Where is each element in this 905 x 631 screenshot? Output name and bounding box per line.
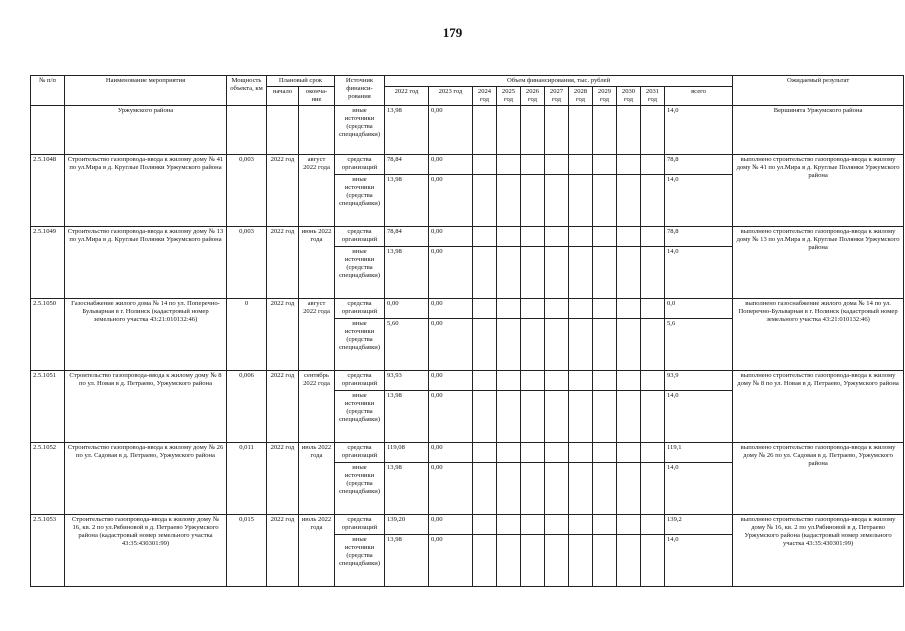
empty-cell [545,535,569,587]
empty-cell [473,319,497,371]
row-2023-organizations: 0,00 [429,155,473,175]
empty-cell [521,535,545,587]
empty-cell [617,391,641,443]
row-2023-other: 0,00 [429,391,473,443]
row-start: 2022 год [267,227,299,299]
row-2023-other: 0,00 [429,535,473,587]
empty-cell [617,227,641,247]
empty-cell [617,247,641,299]
empty-cell [641,155,665,175]
row-total-organizations: 139,2 [665,515,733,535]
row-total-organizations: 78,8 [665,155,733,175]
empty-cell [473,175,497,227]
empty-cell [569,247,593,299]
empty-cell [521,247,545,299]
empty-cell [593,463,617,515]
row-source-organizations: средства организаций [335,299,385,319]
row-start: 2022 год [267,515,299,587]
row-source: иные источники (средства спецнадбавки) [335,106,385,155]
empty-cell [593,155,617,175]
row-2022-other: 13,98 [385,247,429,299]
row-2023-other: 0,00 [429,319,473,371]
row-name: Строительство газопровода-ввода к жилому дому № 16, кв. 2 по ул.Рябиновой в д. Петраево Уржумского района (кадастровый номер земельного участка 43:35:430301:99) [65,515,227,587]
empty-cell [641,463,665,515]
empty-cell [641,535,665,587]
row-name: Строительство газопровода-ввода к жилому дому № 8 по ул. Новая в д. Петраево, Уржумского района [65,371,227,443]
row-name: Строительство газопровода-ввода к жилому дому № 26 по ул. Садовая в д. Петраево, Уржумского района [65,443,227,515]
row-2023-organizations: 0,00 [429,371,473,391]
row-end: июнь 2022 года [299,227,335,299]
empty-cell [617,175,641,227]
empty-cell [569,371,593,391]
empty-cell [593,175,617,227]
row-num: 2.5.1053 [31,515,65,587]
empty-cell [473,443,497,463]
row-name: Строительство газопровода-ввода к жилому дому № 41 по ул.Мира в д. Круглые Полянки Уржумского района [65,155,227,227]
empty-cell [473,155,497,175]
empty-cell [497,391,521,443]
row-start: 2022 год [267,371,299,443]
row-source-other: иные источники (средства спецнадбавки) [335,463,385,515]
empty-cell [593,371,617,391]
empty-cell [473,227,497,247]
empty-cell [593,299,617,319]
empty-cell [545,155,569,175]
empty-cell [497,247,521,299]
row-result: выполнено строительство газопровода-ввода к жилому дому № 26 по ул. Садовая в д. Петраево, Уржумского района [733,443,904,515]
empty-cell [641,443,665,463]
row-start: 2022 год [267,443,299,515]
row-total-organizations: 78,8 [665,227,733,247]
page-number: 179 [442,25,463,40]
empty-cell [569,463,593,515]
empty-cell [473,247,497,299]
header-plan-term: Плановый срок [267,76,335,87]
header-funding: Объем финансирования, тыс. рублей [385,76,733,87]
header-source: Источник финанси-рования [335,76,385,106]
row-end: август 2022 года [299,155,335,227]
empty-cell [617,299,641,319]
row-total-other: 14,0 [665,175,733,227]
empty-cell [521,371,545,391]
row-num: 2.5.1049 [31,227,65,299]
header-2026: 2026 год [521,87,545,106]
row-2022-organizations: 119,08 [385,443,429,463]
empty-cell [617,515,641,535]
row-2022-organizations: 78,84 [385,227,429,247]
row-result: выполнено строительство газопровода-ввода к жилому дому № 8 по ул. Новая в д. Петраево, Уржумского района [733,371,904,443]
row-source-other: иные источники (средства спецнадбавки) [335,535,385,587]
row-capacity: 0,006 [227,371,267,443]
empty-cell [641,299,665,319]
header-num: № п/п [31,76,65,106]
row-total: 14,0 [665,106,733,155]
empty-cell [641,391,665,443]
empty-cell [497,515,521,535]
empty-cell [473,515,497,535]
header-2024: 2024 год [473,87,497,106]
funding-table [30,75,904,587]
empty-cell [545,463,569,515]
row-total-other: 14,0 [665,391,733,443]
row-result: выполнено строительство газопровода-ввода к жилому дому № 13 по ул.Мира в д. Круглые Полянки Уржумского района [733,227,904,299]
empty-cell [569,155,593,175]
row-num: 2.5.1048 [31,155,65,227]
row-result: выполнено строительство газопровода-ввода к жилому дому № 41 по ул.Мира в д. Круглые Полянки Уржумского района [733,155,904,227]
row-start: 2022 год [267,155,299,227]
row-total-other: 14,0 [665,535,733,587]
row-end: июль 2022 года [299,515,335,587]
row-capacity: 0 [227,299,267,371]
empty-cell [641,227,665,247]
empty-cell [641,247,665,299]
row-result: Вершинята Уржумского района [733,106,904,155]
empty-cell [521,175,545,227]
row-source-organizations: средства организаций [335,227,385,247]
empty-cell [593,227,617,247]
row-source-organizations: средства организаций [335,443,385,463]
row-total-other: 14,0 [665,463,733,515]
row-end: август 2022 года [299,299,335,371]
empty-cell [497,535,521,587]
empty-cell [569,227,593,247]
empty-cell [617,155,641,175]
empty-cell [473,391,497,443]
empty-cell [545,175,569,227]
row-2022-other: 13,98 [385,535,429,587]
row-2022-organizations: 78,84 [385,155,429,175]
empty-cell [593,391,617,443]
row-total-organizations: 119,1 [665,443,733,463]
header-2025: 2025 год [497,87,521,106]
empty-cell [473,371,497,391]
empty-cell [569,299,593,319]
empty-cell [569,443,593,463]
empty-cell [521,155,545,175]
empty-cell [617,443,641,463]
empty-cell [617,371,641,391]
row-2022: 13,98 [385,106,429,155]
row-2023-other: 0,00 [429,247,473,299]
row-result: выполнено газоснабжение жилого дома № 14 по ул. Поперечно-Бульварная в г. Нолинск (кадастровый номер земельного участка 43:21:010132:46) [733,299,904,371]
empty-cell [569,535,593,587]
empty-cell [473,463,497,515]
empty-cell [521,299,545,319]
row-num: 2.5.1050 [31,299,65,371]
row-capacity: 0,003 [227,155,267,227]
empty-cell [545,443,569,463]
header-2023: 2023 год [429,87,473,106]
row-name: Уржумского района [65,106,227,155]
header-2029: 2029 год [593,87,617,106]
empty-cell [521,391,545,443]
row-total-other: 5,6 [665,319,733,371]
empty-cell [521,227,545,247]
empty-cell [545,319,569,371]
empty-cell [497,443,521,463]
table-row [31,371,904,391]
empty-cell [545,371,569,391]
header-name: Наименование мероприятия [65,76,227,106]
empty-cell [473,299,497,319]
empty-cell [545,515,569,535]
header-2022: 2022 год [385,87,429,106]
empty-cell [617,535,641,587]
row-2023-organizations: 0,00 [429,443,473,463]
row-name: Строительство газопровода-ввода к жилому дому № 13 по ул.Мира в д. Круглые Полянки Уржумского района [65,227,227,299]
row-start: 2022 год [267,299,299,371]
row-source-organizations: средства организаций [335,155,385,175]
row-source-other: иные источники (средства спецнадбавки) [335,175,385,227]
row-2022-organizations: 139,20 [385,515,429,535]
empty-cell [497,319,521,371]
header-2031: 2031 год [641,87,665,106]
row-2023-other: 0,00 [429,175,473,227]
row-2023-organizations: 0,00 [429,515,473,535]
empty-cell [593,319,617,371]
empty-cell [545,247,569,299]
empty-cell [641,371,665,391]
header-start: начало [267,87,299,106]
header-2028: 2028 год [569,87,593,106]
empty-cell [617,463,641,515]
row-2023-other: 0,00 [429,463,473,515]
empty-cell [521,443,545,463]
row-capacity: 0,015 [227,515,267,587]
table-row [31,515,904,535]
row-2022-other: 13,98 [385,175,429,227]
empty-cell [497,175,521,227]
row-2023-organizations: 0,00 [429,299,473,319]
row-total-organizations: 93,9 [665,371,733,391]
empty-cell [497,299,521,319]
row-2023-organizations: 0,00 [429,227,473,247]
empty-cell [521,463,545,515]
row-capacity: 0,011 [227,443,267,515]
header-2030: 2030 год [617,87,641,106]
table-row [31,155,904,175]
header-capacity: Мощность объекта, км [227,76,267,106]
header-end: оконча-ние [299,87,335,106]
row-source-other: иные источники (средства спецнадбавки) [335,391,385,443]
header-total: всего [665,87,733,106]
empty-cell [473,535,497,587]
row-capacity: 0,003 [227,227,267,299]
row-2022-other: 13,98 [385,463,429,515]
row-num: 2.5.1052 [31,443,65,515]
empty-cell [593,443,617,463]
row-end: сентябрь 2022 года [299,371,335,443]
empty-cell [569,175,593,227]
empty-cell [641,515,665,535]
empty-cell [497,371,521,391]
empty-cell [497,227,521,247]
empty-cell [545,227,569,247]
empty-cell [593,535,617,587]
empty-cell [593,515,617,535]
row-2023: 0,00 [429,106,473,155]
empty-cell [593,247,617,299]
empty-cell [521,319,545,371]
table-row [31,299,904,319]
row-source-organizations: средства организаций [335,371,385,391]
header-2027: 2027 год [545,87,569,106]
empty-cell [497,463,521,515]
row-2022-other: 5,60 [385,319,429,371]
continuation-row [31,106,904,155]
row-end: июль 2022 года [299,443,335,515]
empty-cell [521,515,545,535]
row-2022-other: 13,98 [385,391,429,443]
row-result: выполнено строительство газопровода-ввода к жилому дому № 16, кв. 2 по ул.Рябиновой в д. Петраево Уржумского района (кадастровый номер земельного участка 43:35:430301:99) [733,515,904,587]
row-num: 2.5.1051 [31,371,65,443]
table-row [31,227,904,247]
row-total-organizations: 0,0 [665,299,733,319]
empty-cell [641,319,665,371]
row-source-other: иные источники (средства спецнадбавки) [335,319,385,371]
empty-cell [569,319,593,371]
empty-cell [497,155,521,175]
empty-cell [641,175,665,227]
row-name: Газоснабжение жилого дома № 14 по ул. Поперечно-Бульварная в г. Нолинск (кадастровый номер земельного участка 43:21:010132:46) [65,299,227,371]
row-source-other: иные источники (средства спецнадбавки) [335,247,385,299]
empty-cell [569,391,593,443]
empty-cell [569,515,593,535]
row-source-organizations: средства организаций [335,515,385,535]
row-2022-organizations: 0,00 [385,299,429,319]
header-result: Ожидаемый результат [733,76,904,106]
row-2022-organizations: 93,93 [385,371,429,391]
empty-cell [617,319,641,371]
table-row [31,443,904,463]
empty-cell [545,299,569,319]
empty-cell [545,391,569,443]
row-total-other: 14,0 [665,247,733,299]
